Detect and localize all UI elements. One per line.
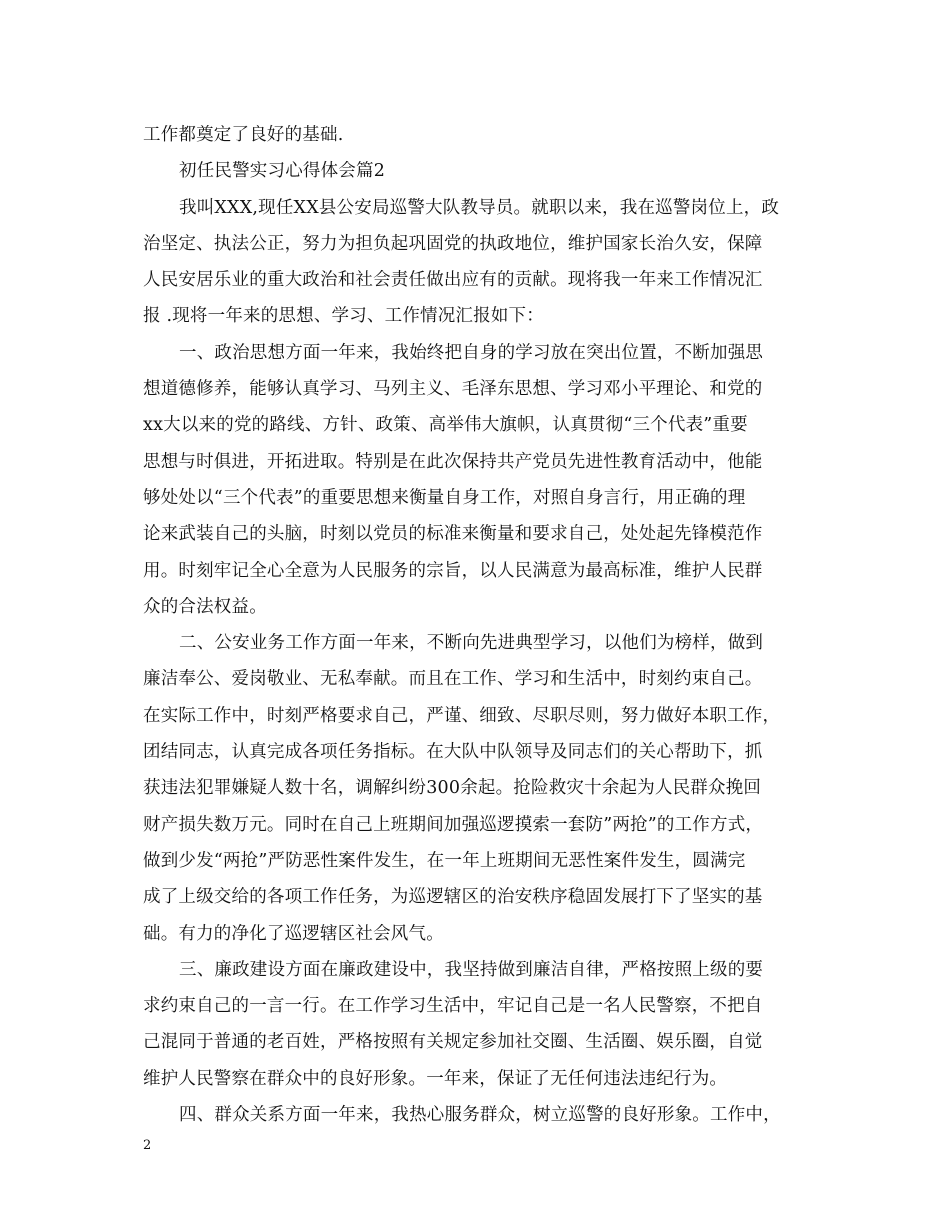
text-line: 我叫XXX,现任XX县公安局巡警大队教导员。就职以来，我在巡警岗位上，政 (179, 197, 780, 218)
text-line: 初任民警实习心得体会篇2 (179, 161, 386, 182)
text-line: 够处处以“三个代表”的重要思想来衡量自身工作，对照自身言行，用正确的理 (143, 487, 746, 508)
text-line: 成了上级交给的各项工作任务，为巡逻辖区的治安秩序稳固发展打下了坚实的基 (143, 887, 763, 908)
text-line: 在实际工作中，时刻严格要求自己，严谨、细致、尽职尽则，努力做好本职工作， (143, 705, 781, 726)
text-line: 论来武装自己的头脑，时刻以党员的标准来衡量和要求自己，处处起先锋模范作 (143, 524, 763, 545)
text-line: 做到少发“两抢”严防恶性案件发生，在一年上班期间无恶性案件发生，圆满完 (143, 850, 746, 871)
text-line: 工作都奠定了良好的基础. (143, 125, 344, 145)
text-line: 财产损失数万元。同时在自己上班期间加强巡逻摸索一套防”两抢”的工作方式， (143, 814, 764, 835)
page-number: 2 (143, 1138, 152, 1153)
text-line: 廉洁奉公、爱岗敬业、无私奉献。而且在工作、学习和生活中，时刻约束自己。 (143, 669, 763, 690)
text-line: 三、廉政建设方面在廉政建设中，我坚持做到廉洁自律，严格按照上级的要 (179, 959, 764, 980)
text-line: 己混同于普通的老百姓，严格按照有关规定参加社交圈、生活圈、娱乐圈，自觉 (143, 1032, 763, 1053)
text-line: 一、政治思想方面一年来，我始终把自身的学习放在突出位置，不断加强思 (179, 342, 764, 363)
text-line: 思想与时俱进，开拓进取。特别是在此次保持共产党员先进性教育活动中，他能 (143, 451, 763, 472)
text-line: xx大以来的党的路线、方针、政策、高举伟大旗帜，认真贯彻“三个代表”重要 (143, 415, 748, 436)
text-line: 维护人民警察在群众中的良好形象。一年来，保证了无任何违法违纪行为。 (143, 1068, 728, 1089)
text-line: 用。时刻牢记全心全意为人民服务的宗旨，以人民满意为最高标准，维护人民群 (143, 560, 763, 581)
body-text (143, 117, 823, 1133)
text-line: 二、公安业务工作方面一年来，不断向先进典型学习，以他们为榜样，做到 (179, 633, 764, 654)
text-line: 求约束自己的一言一行。在工作学习生活中，牢记自己是一名人民警察，不把自 (143, 996, 763, 1017)
text-line: 人民安居乐业的重大政治和社会责任做出应有的贡献。现将我一年来工作情况汇 (143, 270, 763, 291)
text-line: 四、群众关系方面一年来，我热心服务群众，树立巡警的良好形象。工作中， (179, 1105, 781, 1126)
text-line: 想道德修养，能够认真学习、马列主义、毛泽东思想、学习邓小平理论、和党的 (143, 379, 763, 400)
text-line: 获违法犯罪嫌疑人数十名，调解纠纷300余起。抢险救灾十余起为人民群众挽回 (143, 778, 762, 799)
text-line: 报 .现将一年来的思想、学习、工作情况汇报如下： (143, 306, 544, 327)
text-line: 治坚定、执法公正，努力为担负起巩固党的执政地位，维护国家长治久安，保障 (143, 233, 763, 254)
text-line: 众的合法权益。 (143, 596, 267, 617)
text-line: 础。有力的净化了巡逻辖区社会风气。 (143, 923, 444, 944)
text-line: 团结同志，认真完成各项任务指标。在大队中队领导及同志们的关心帮助下，抓 (143, 742, 763, 763)
